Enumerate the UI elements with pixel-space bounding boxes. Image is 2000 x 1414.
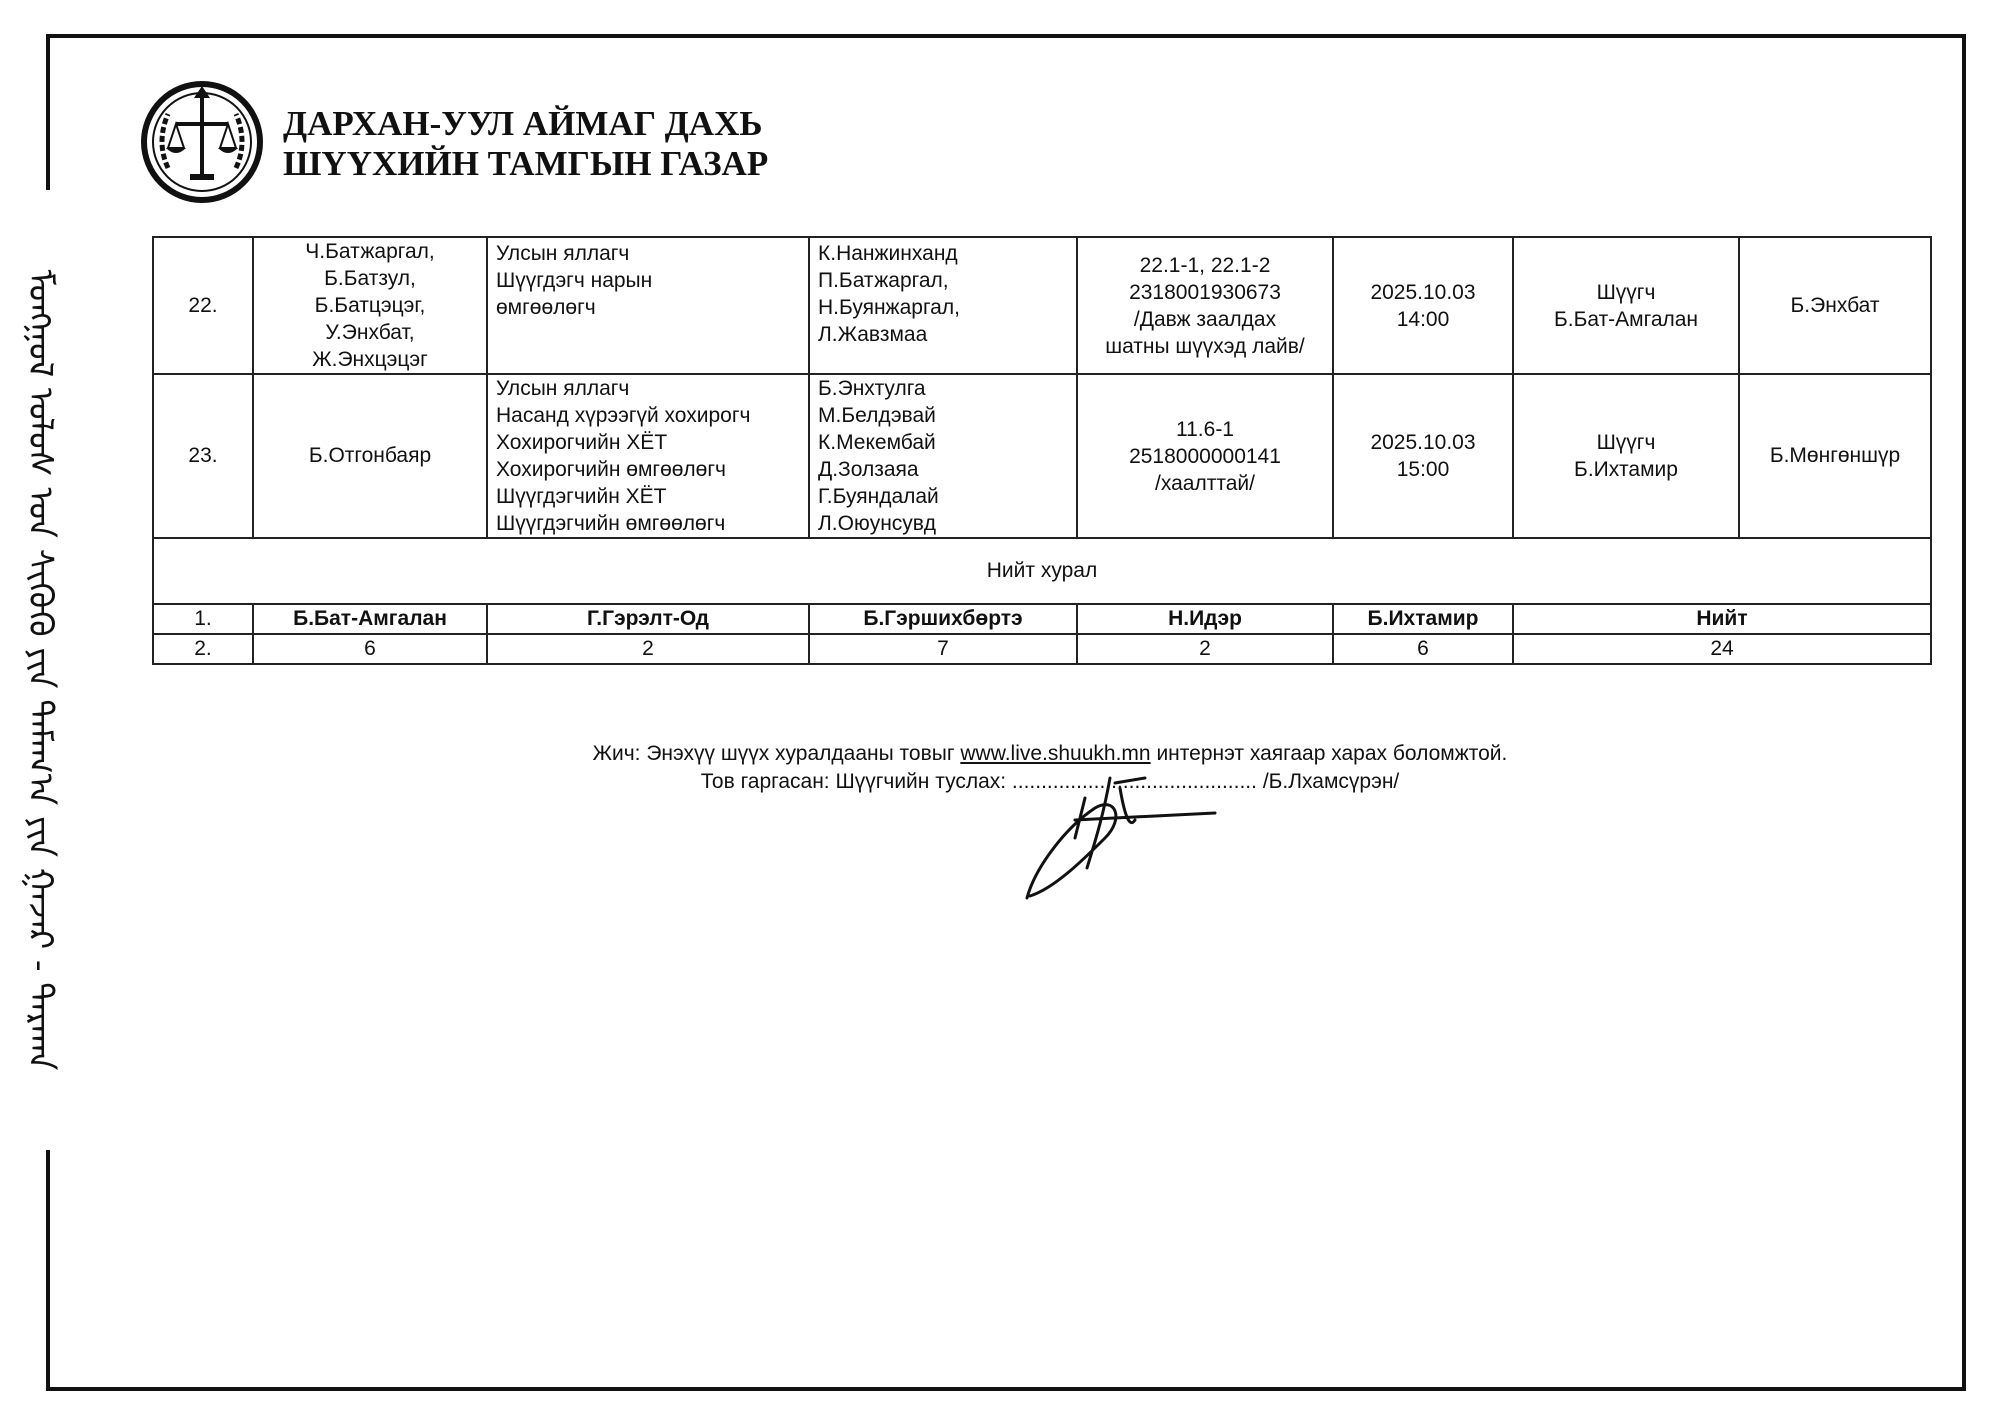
defendant-name: Б.Батзул, xyxy=(324,267,416,290)
judge-total-label: Н.Идэр xyxy=(1077,604,1333,634)
hearing-time: 14:00 xyxy=(1396,307,1450,331)
totals-title-row xyxy=(153,538,1931,604)
judge-total-label: Б.Гэршихбөртэ xyxy=(809,604,1077,634)
case-line: /Давж заалдах xyxy=(1133,307,1277,331)
footnote-prefix: Жич: Энэхүү шүүх хуралдааны товыг xyxy=(592,742,961,765)
table-row xyxy=(153,374,1931,538)
hearing-time: 15:00 xyxy=(1396,458,1450,481)
case-line: /хаалттай/ xyxy=(1155,471,1255,495)
member-name: Н.Буянжаргал, xyxy=(818,296,960,319)
datetime-cell xyxy=(1333,374,1513,538)
case-cell xyxy=(1077,374,1333,538)
participant-role: Хохирогчийн ХЁТ xyxy=(496,431,668,454)
case-cell xyxy=(1077,237,1333,374)
judge-role: Шүүгч xyxy=(1596,431,1656,454)
secretary-cell: Б.Мөнгөншүр xyxy=(1739,374,1931,538)
member-name: Б.Энхтулга xyxy=(818,377,926,400)
participant-role: Улсын яллагч xyxy=(496,377,630,400)
judge-role: Шүүгч xyxy=(1596,280,1656,304)
grand-total-label: Нийт xyxy=(1513,604,1931,634)
totals-title: Нийт хурал xyxy=(153,538,1931,604)
judge-cell xyxy=(1513,374,1739,538)
participant-role: Насанд хүрээгүй хохирогч xyxy=(496,404,751,427)
hearing-date: 2025.10.03 xyxy=(1370,280,1476,304)
secretary-cell: Б.Энхбат xyxy=(1739,237,1931,374)
judge-name: Б.Бат-Амгалан xyxy=(1553,307,1699,331)
totals-judges-row xyxy=(153,604,1931,634)
row-number: 22. xyxy=(153,237,253,374)
organization-name xyxy=(283,104,768,184)
judge-total-count: 2 xyxy=(487,634,809,664)
row-number: 23. xyxy=(153,374,253,538)
org-line-2: ШҮҮХИЙН ТАМГЫН ГАЗАР xyxy=(283,144,769,183)
judge-name: Б.Ихтамир xyxy=(1574,458,1678,481)
row-number: 1. xyxy=(153,604,253,634)
member-name: К.Нанжинханд xyxy=(818,242,958,265)
members-cell xyxy=(809,374,1077,538)
judge-total-count: 7 xyxy=(809,634,1077,664)
mongol-script-text: ᠮᠣᠩᠭᠣᠯ ᠤᠯᠤᠰ ᠤᠨ ᠰᠢᠭᠦᠬᠦ ᠶᠢᠨ ᠲᠠᠮᠠᠭ᠎ᠠ ᠶᠢᠨ ᠭᠠᠵᠠᠷ - ᠳᠠᠷᠬᠠᠨ xyxy=(20,269,60,1071)
case-line: 2518000000141 xyxy=(1129,444,1281,468)
totals-counts-row xyxy=(153,634,1931,664)
member-name: Л.Жавзмаа xyxy=(818,323,928,346)
defendant-name: Б.Батцэцэг, xyxy=(314,294,426,317)
case-line: 11.6-1 xyxy=(1176,417,1234,441)
hearing-date: 2025.10.03 xyxy=(1370,431,1476,454)
judge-total-count: 2 xyxy=(1077,634,1333,664)
defendants-cell xyxy=(253,374,487,538)
mongol-script-sidebar xyxy=(0,190,80,1150)
participant-role: Шүүгдэгчийн ХЁТ xyxy=(496,485,667,508)
defendant-name: Ч.Батжаргал, xyxy=(305,240,435,263)
participants-cell xyxy=(487,237,809,374)
signature-icon xyxy=(1015,758,1255,908)
participant-role: өмгөөлөгч xyxy=(496,296,596,319)
member-name: Л.Оюунсувд xyxy=(818,512,936,535)
case-line: шатны шүүхэд лайв/ xyxy=(1105,334,1305,358)
member-name: Г.Буяндалай xyxy=(818,485,939,508)
participant-role: Улсын яллагч xyxy=(496,242,630,265)
participant-role: Шүүгдэгчийн өмгөөлөгч xyxy=(496,512,726,535)
judge-cell xyxy=(1513,237,1739,374)
judge-total-label: Б.Бат-Амгалан xyxy=(253,604,487,634)
judge-total-count: 6 xyxy=(253,634,487,664)
case-line: 2318001930673 xyxy=(1129,280,1281,304)
defendant-name: Ж.Энхцэцэг xyxy=(312,348,428,371)
judge-total-label: Г.Гэрэлт-Од xyxy=(487,604,809,634)
defendants-cell xyxy=(253,237,487,374)
prepared-by-line: Тов гаргасан: Шүүгчийн туслах: .......................................... /Б.Лхамсүрэн/ xyxy=(700,770,1400,793)
member-name: М.Белдэвай xyxy=(818,404,936,427)
court-emblem-icon xyxy=(138,78,266,206)
member-name: К.Мекембай xyxy=(818,431,936,454)
judge-total-label: Б.Ихтамир xyxy=(1333,604,1513,634)
grand-total-count: 24 xyxy=(1513,634,1931,664)
footnote-suffix: интернэт хаягаар харах боломжтой. xyxy=(1150,742,1508,765)
table-row xyxy=(153,237,1931,374)
judge-total-count: 6 xyxy=(1333,634,1513,664)
website-link[interactable]: www.live.shuukh.mn xyxy=(960,742,1151,765)
participants-cell xyxy=(487,374,809,538)
participant-role: Хохирогчийн өмгөөлөгч xyxy=(496,458,726,481)
datetime-cell xyxy=(1333,237,1513,374)
member-name: Д.Золзаяа xyxy=(818,458,919,481)
org-line-1: ДАРХАН-УУЛ АЙМАГ ДАХЬ xyxy=(283,104,763,143)
member-name: П.Батжаргал, xyxy=(818,269,949,292)
row-number: 2. xyxy=(153,634,253,664)
defendant-name: У.Энхбат, xyxy=(325,321,415,344)
participant-role: Шүүгдэгч нарын xyxy=(496,269,653,292)
case-line: 22.1-1, 22.1-2 xyxy=(1139,253,1271,277)
defendant-name: Б.Отгонбаяр xyxy=(308,444,432,467)
members-cell xyxy=(809,237,1077,374)
hearing-schedule-table xyxy=(152,236,1932,665)
